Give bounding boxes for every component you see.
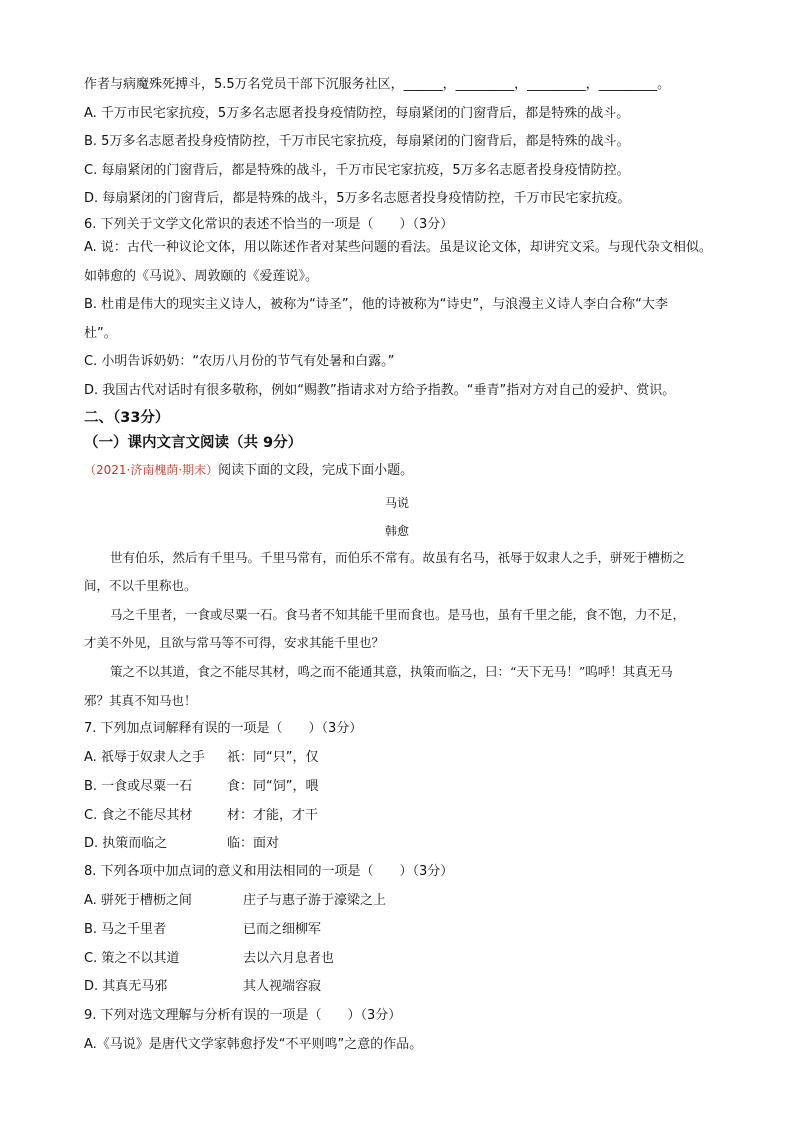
- q8-option-b: B. 马之千里者: [84, 922, 167, 937]
- section-title: 二、（33分）: [84, 410, 170, 426]
- q7-option-d-gloss: 临：面对: [227, 836, 280, 851]
- q7-option-b: B. 一食或尽粟一石: [84, 779, 193, 794]
- q6-option-a-line1: A. 说：古代一种议论文体，用以陈述作者对某些问题的看法。虽是议论文体，却讲究文采。与现代杂文相似。: [84, 240, 712, 255]
- q5-option-b: B. 5万多名志愿者投身疫情防控，千万市民宅家抗疫，每扇紧闭的门窗背后，都是特殊的战斗。: [84, 134, 630, 149]
- q7-option-c: C. 食之不能尽其材: [84, 808, 193, 823]
- q8-option-c-compare: 去以六月息者也: [243, 951, 335, 966]
- passage-title: 马说: [384, 496, 409, 510]
- q8-option-d-compare: 其人视端容寂: [243, 979, 322, 994]
- q7-option-d: D. 执策而临之: [84, 836, 168, 851]
- q7-option-a-gloss: 祇：同“只”，仅: [227, 750, 319, 765]
- q7-stem: 7. 下列加点词解释有误的一项是（ ）（3分）: [84, 721, 363, 736]
- source-line: [84, 461, 413, 480]
- q5-stem: 作者与病魔殊死搏斗，5.5万名党员干部下沉服务社区，______，_________，_________，_________。: [84, 77, 671, 92]
- source-tag: （2021·济南槐荫·期末）: [84, 463, 219, 477]
- q7-option-a: A. 祇辱于奴隶人之手: [84, 750, 205, 765]
- passage-p3-line1: 策之不以其道，食之不能尽其材，鸣之而不能通其意，执策而临之，曰：“天下无马！”呜呼！其真无马: [110, 664, 673, 679]
- q6-option-b-line1: B. 杜甫是伟大的现实主义诗人，被称为“诗圣”，他的诗被称为“诗史”，与浪漫主义诗人李白合称“大李: [84, 297, 668, 312]
- passage-p2-line2: 才美不外见，且欲与常马等不可得，安求其能千里也？: [84, 635, 385, 650]
- passage-p1-line2: 间，不以千里称也。: [84, 578, 197, 593]
- q8-option-b-compare: 已而之细柳军: [243, 922, 322, 937]
- passage-p1-line1: 世有伯乐，然后有千里马。千里马常有，而伯乐不常有。故虽有名马，祇辱于奴隶人之手，骈死于槽枥之: [110, 550, 686, 565]
- q6-option-d: D. 我国古代对话时有很多敬称，例如“赐教”指请求对方给予指教。“垂青”指对方对自己的爱护、赏识。: [84, 383, 676, 398]
- subsection-title: （一）课内文言文阅读（共 9分）: [84, 435, 303, 451]
- q8-option-a-compare: 庄子与惠子游于濠梁之上: [243, 893, 387, 908]
- q8-option-a: A. 骈死于槽枥之间: [84, 893, 192, 908]
- q5-option-d: D. 每扇紧闭的门窗背后，都是特殊的战斗，5万多名志愿者投身疫情防控，千万市民宅家抗疫。: [84, 191, 631, 206]
- q6-option-b-line2: 杜”。: [84, 326, 117, 341]
- q6-option-a-line2: 如韩愈的《马说》、周敦颐的《爱莲说》。: [84, 269, 319, 284]
- q7-option-c-gloss: 材：才能，才干: [227, 808, 319, 823]
- q5-option-a: A. 千万市民宅家抗疫，5万多名志愿者投身疫情防控，每扇紧闭的门窗背后，都是特殊的战斗。: [84, 106, 630, 121]
- passage-p2-line1: 马之千里者，一食或尽粟一石。食马者不知其能千里而食也。是马也，虽有千里之能，食不饱，力不足，: [110, 607, 686, 622]
- q6-option-c: C. 小明告诉奶奶：“农历八月份的节气有处暑和白露。”: [84, 354, 395, 369]
- q7-option-b-gloss: 食：同“饲”，喂: [227, 779, 319, 794]
- q8-stem: 8. 下列各项中加点词的意义和用法相同的一项是（ ）（3分）: [84, 864, 454, 879]
- passage-author: 韩愈: [384, 524, 409, 538]
- q9-stem: 9. 下列对选文理解与分析有误的一项是（ ）（3分）: [84, 1008, 402, 1023]
- source-instruction: 阅读下面的文段，完成下面小题。: [218, 463, 414, 478]
- q5-option-c: C. 每扇紧闭的门窗背后，都是特殊的战斗，千万市民宅家抗疫，5万多名志愿者投身疫情防控。: [84, 163, 630, 178]
- q8-option-c: C. 策之不以其道: [84, 951, 180, 966]
- passage-p3-line2: 邪？其真不知马也！: [84, 693, 197, 708]
- q6-stem: 6. 下列关于文学文化常识的表述不恰当的一项是（ ）（3分）: [84, 217, 454, 232]
- q9-option-a: A.《马说》是唐代文学家韩愈抒发“不平则鸣”之意的作品。: [84, 1037, 423, 1052]
- q8-option-d: D. 其真无马邪: [84, 979, 168, 994]
